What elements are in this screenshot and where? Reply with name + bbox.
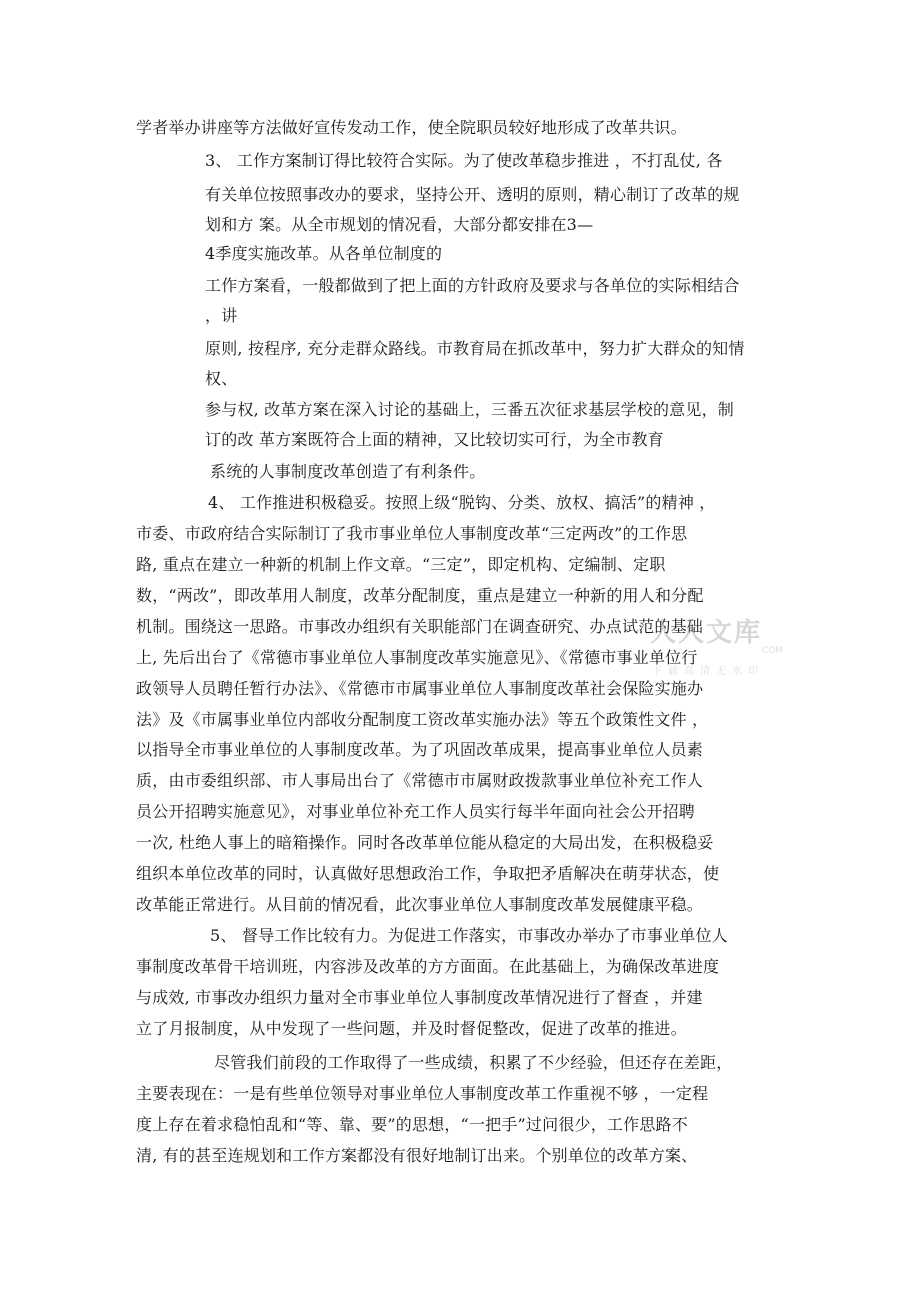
text-line: 5、 督导工作比较有力。为促进工作落实，市事改办举办了市事业单位人 bbox=[210, 926, 728, 945]
text-line: 度上存在着求稳怕乱和“等、靠、要”的思想，“一把手”过问很少，工作思路不 bbox=[136, 1115, 688, 1134]
text-line: 参与权, 改革方案在深入讨论的基础上，三番五次征求基层学校的意见，制 bbox=[205, 400, 734, 419]
text-line: 以指导全市事业单位的人事制度改革。为了巩固改革成果，提高事业单位人员素 bbox=[136, 740, 704, 759]
text-line: 4季度实施改革。从各单位制度的 bbox=[205, 244, 443, 263]
text-line: 学者举办讲座等方法做好宣传发动工作，使全院职员较好地形成了改革共识。 bbox=[136, 118, 687, 137]
text-line: 与成效, 市事改办组织力量对全市事业单位人事制度改革情况进行了督查 ，并建 bbox=[136, 988, 703, 1007]
text-line: 有关单位按照事改办的要求，坚持公开、透明的原则，精心制订了改革的规 bbox=[205, 185, 740, 204]
text-line: 原则, 按程序, 充分走群众路线。市教育局在抓改革中，努力扩大群众的知情 bbox=[205, 339, 745, 358]
text-line: 员公开招聘实施意见》，对事业单位补充工作人员实行每半年面向社会公开招聘 bbox=[136, 802, 696, 821]
text-line: 清, 有的甚至连规划和工作方案都没有很好地制订出来。个别单位的改革方案、 bbox=[136, 1146, 698, 1165]
text-line: 法》及《市属事业单位内部收分配制度工资改革实施办法》等五个政策性文件 ， bbox=[136, 710, 709, 729]
text-line: 政领导人员聘任暂行办法》、《常德市市属事业单位人事制度改革社会保险实施办 bbox=[136, 679, 704, 698]
text-line: 路, 重点在建立一种新的机制上作文章。“三定”，即定机构、定编制、定职 bbox=[136, 555, 666, 574]
text-line: 立了月报制度，从中发现了一些问题，并及时督促整改，促进了改革的推进。 bbox=[136, 1019, 687, 1038]
watermark-subtitle: 下载高清无水印 bbox=[652, 666, 764, 677]
text-line: 3、 工作方案制订得比较符合实际。为了使改革稳步推进 ，不打乱仗, 各 bbox=[205, 151, 723, 170]
text-line: 改革能正常进行。从目前的情况看，此次事业单位人事制度改革发展健康平稳。 bbox=[136, 895, 704, 914]
watermark-logo bbox=[650, 612, 800, 682]
text-line: 上, 先后出台了《常德市事业单位人事制度改革实施意见》、《常德市事业单位行 bbox=[136, 648, 698, 667]
text-line: ，讲 bbox=[205, 306, 238, 325]
watermark-title: 人人文库 bbox=[650, 618, 763, 648]
text-line: 订的改 革方案既符合上面的精神，又比较切实可行，为全市教育 bbox=[205, 430, 664, 449]
watermark-domain: COM bbox=[762, 646, 784, 656]
text-line: 事制度改革骨干培训班，内容涉及改革的方方面面。在此基础上，为确保改革进度 bbox=[136, 957, 720, 976]
text-line: 质，由市委组织部、市人事局出台了《常德市市属财政拨款事业单位补充工作人 bbox=[136, 771, 704, 790]
text-line: 尽管我们前段的工作取得了一些成绩，积累了不少经验，但还存在差距， bbox=[214, 1053, 733, 1072]
text-line: 市委、市政府结合实际制订了我市事业单位人事制度改革“三定两改”的工作思 bbox=[136, 524, 688, 543]
text-line: 组织本单位改革的同时，认真做好思想政治工作，争取把矛盾解决在萌芽状态，使 bbox=[136, 864, 720, 883]
text-line: 一次, 杜绝人事上的暗箱操作。同时各改革单位能从稳定的大局出发，在积极稳妥 bbox=[136, 833, 714, 852]
text-line: 机制。围绕这一思路。市事改办组织有关职能部门在调查研究、办点试范的基础 bbox=[136, 617, 704, 636]
text-line: 4、 工作推进积极稳妥。按照上级“脱钩、分类、放权、搞活”的精神 ， bbox=[208, 493, 716, 512]
text-line: 主要表现在：一是有些单位领导对事业单位人事制度改革工作重视不够 ，一定程 bbox=[136, 1084, 709, 1103]
text-line: 工作方案看，一般都做到了把上面的方针政府及要求与各单位的实际相结合 bbox=[205, 276, 740, 295]
text-line: 划和方 案。从全市规划的情况看，大部分都安排在3— bbox=[205, 215, 594, 234]
text-line: 系统的人事制度改革创造了有利条件。 bbox=[210, 462, 486, 481]
text-line: 数，“两改”，即改革用人制度，改革分配制度，重点是建立一种新的用人和分配 bbox=[136, 586, 704, 605]
text-line: 权、 bbox=[205, 369, 238, 388]
